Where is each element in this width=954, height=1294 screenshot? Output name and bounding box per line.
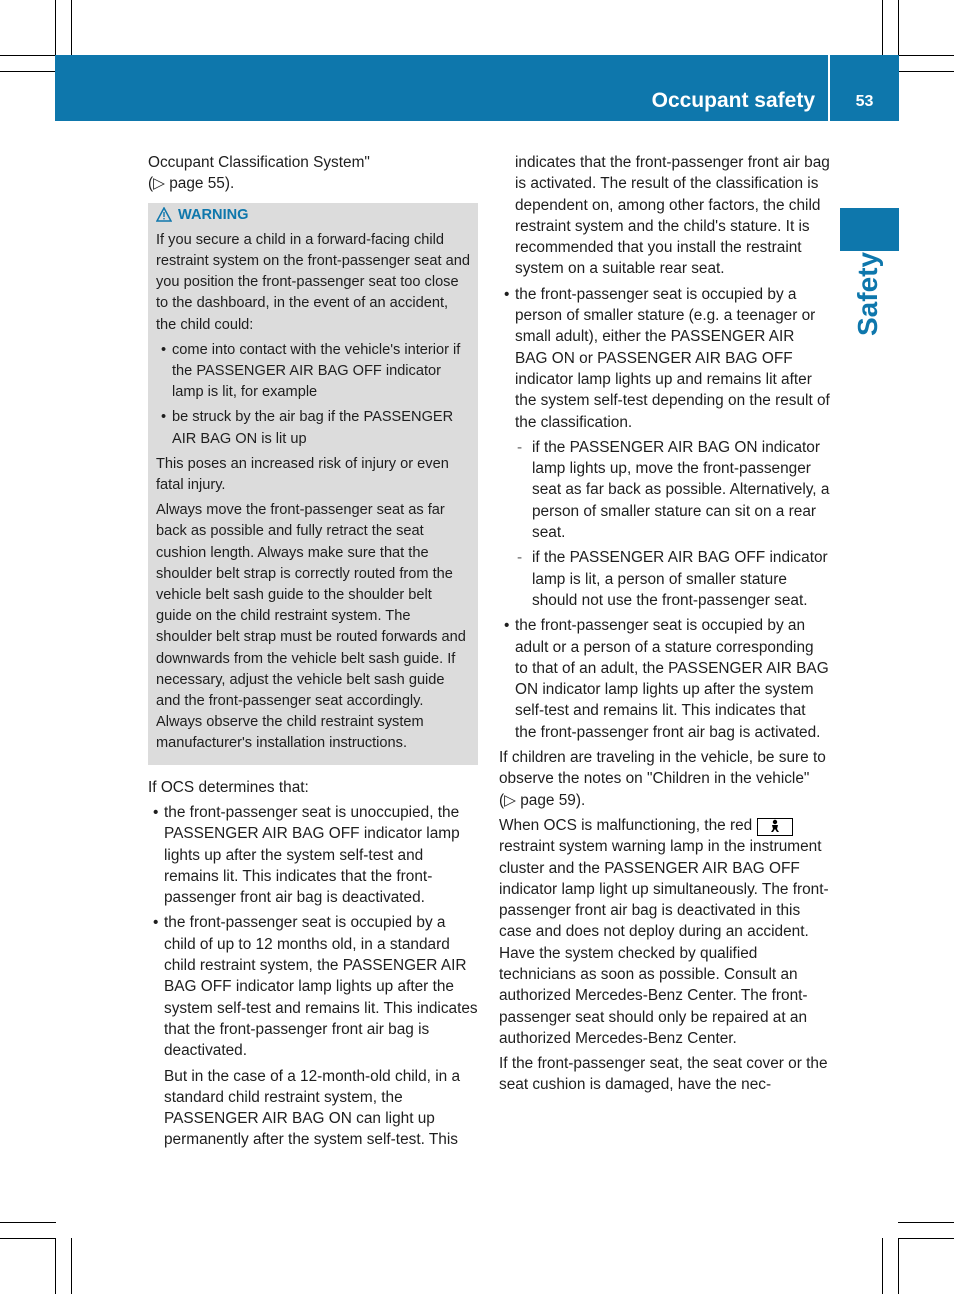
crop-mark [0, 55, 56, 56]
warning-list [156, 340, 470, 450]
list-item-text: the front-passenger seat is occupied by a person of smaller stature (e.g. a teenager or small adult), either the PASSENGER AIR BAG ON or PASSENGER AIR BAG OFF indicator lamp lights up and remains lit after the system self-test depending on the result of the classification. [515, 285, 830, 431]
crop-mark [0, 1222, 56, 1223]
right-column [499, 152, 830, 1100]
sub-list-item: - if the PASSENGER AIR BAG OFF indicator lamp is lit, a person of smaller stature should not use the front-passenger seat. [515, 547, 830, 611]
section-title: Occupant safety [651, 89, 815, 112]
crop-mark [898, 1222, 954, 1223]
crop-mark [0, 1238, 56, 1239]
crop-mark [898, 0, 899, 56]
continued-paragraph: indicates that the front-passenger front air bag is activated. The result of the classification is dependent on, among other factors, the child restraint system and the child's stature. It is recommended that you install the restraint system on a suitable rear seat. [515, 154, 830, 278]
crop-mark [55, 1238, 56, 1294]
restraint-system-warning-lamp-icon [757, 818, 793, 836]
chapter-tab [840, 208, 899, 251]
malfunction-paragraph: When OCS is malfunctioning, the red restraint system warning lamp in the instrument cluster and the PASSENGER AIR BAG OFF indicator lamp light up simultaneously. The front-passenger front air bag is deactivated in this case and does not deploy during an accident. Have the system checked by qualified technicians as soon as possible. Consult an authorized Mercedes-Benz Center. The front-passenger seat should only be repaired at an authorized Mercedes-Benz Center. [499, 816, 829, 1047]
crop-mark [55, 0, 56, 56]
children-note: If children are traveling in the vehicle, be sure to observe the notes on "Children in the vehicle" (▷ page 59). [499, 749, 826, 809]
list-item [499, 284, 830, 611]
list-item: • the front-passenger seat is unoccupied, the PASSENGER AIR BAG OFF indicator lamp lights up after the system self-test and remains lit. This indicates that the front-passenger front air bag is deactivated. [148, 802, 478, 908]
ocs-list [499, 284, 830, 743]
crop-mark [898, 1238, 899, 1294]
warning-triangle-icon [156, 207, 178, 223]
sub-list [515, 437, 830, 611]
warning-heading [156, 205, 470, 226]
warning-paragraph: If you secure a child in a forward-facing child restraint system on the front-passenger seat and you position the front-passenger seat too close to the dashboard, in the event of an accident, the child could: [156, 231, 470, 333]
chapter-label: Safety [852, 251, 883, 336]
ocs-intro: If OCS determines that: [148, 778, 309, 796]
crop-mark [898, 55, 954, 56]
warning-paragraph: Always move the front-passenger seat as far back as possible and fully retract the seat cushion length. Always make sure that the shoulder belt strap is correctly routed from the vehicle belt sash guide to the shoulder belt guide on the child restraint system. The shoulder belt strap must be routed forwards and downwards from the vehicle belt sash guide. If necessary, adjust the vehicle belt sash guide and the front-passenger seat accordingly. Always observe the child restraint system manufacturer's installation instructions. [156, 502, 466, 752]
warning-box [148, 203, 478, 765]
page-header [55, 55, 899, 121]
damage-note: If the front-passenger seat, the seat cover or the seat cushion is damaged, have the nec- [499, 1055, 828, 1094]
page-reference: (▷ page 55). [148, 175, 235, 193]
warning-paragraph: This poses an increased risk of injury or even fatal injury. [156, 455, 449, 494]
crop-mark [0, 71, 56, 72]
crop-mark [882, 1238, 883, 1294]
crop-mark [71, 0, 72, 56]
crop-mark [898, 1238, 954, 1239]
list-item: • the front-passenger seat is occupied by an adult or a person of a stature corresponding to that of an adult, the PASSENGER AIR BAG ON indicator lamp lights up after the system self-test and remains lit. This indicates that the front-passenger front air bag is activated. [499, 615, 830, 743]
ocs-list [148, 802, 478, 1062]
left-column [148, 152, 478, 1155]
warning-title: WARNING [178, 206, 249, 223]
list-item: • the front-passenger seat is occupied by a child of up to 12 months old, in a standard child restraint system, the PASSENGER AIR BAG OFF indicator lamp lights up after the system self-test and remains lit. This indicates that the front-passenger front air bag is deactivated. [148, 912, 478, 1061]
continued-paragraph: But in the case of a 12-month-old child, in a standard child restraint system, the PASSENGER AIR BAG ON can light up permanently after the system self-test. This [164, 1067, 461, 1149]
sub-list-item: - if the PASSENGER AIR BAG ON indicator lamp lights up, move the front-passenger seat as far back as possible. Alternatively, a person of smaller stature can sit on a rear seat. [515, 437, 830, 543]
crop-mark [898, 71, 954, 72]
crop-mark [71, 1238, 72, 1294]
page-number: 53 [855, 93, 874, 110]
intro-text [148, 152, 478, 195]
list-item: • be struck by the air bag if the PASSENGER AIR BAG ON is lit up [156, 407, 470, 449]
intro-line: Occupant Classification System" [148, 154, 370, 171]
crop-mark [882, 0, 883, 56]
list-item: • come into contact with the vehicle's interior if the PASSENGER AIR BAG OFF indicator lamp is lit, for example [156, 340, 470, 404]
